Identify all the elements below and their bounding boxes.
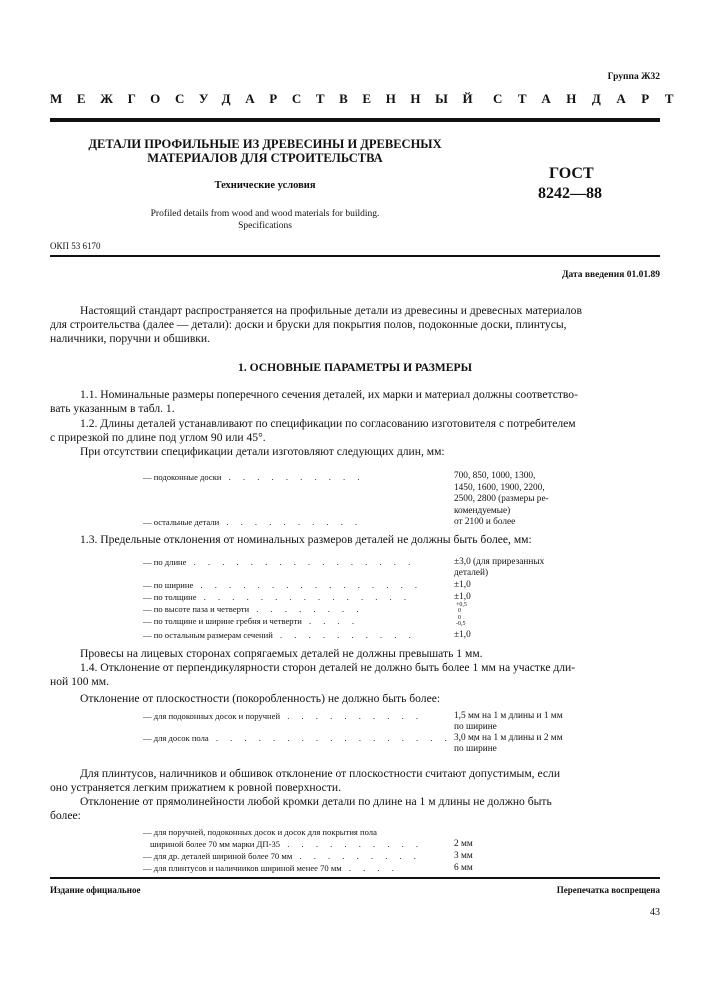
footer-reprint: Перепечатка воспрещена: [556, 885, 660, 895]
straightness-item-1-line: — для поручней, подоконных досок и досок для покрытия пола: [143, 827, 377, 837]
paragraph-1-1: [50, 388, 660, 416]
value-line: 1,5 мм на 1 м длины и 1 мм: [454, 711, 563, 721]
lower-limit: -0,5: [456, 621, 466, 627]
length-sill-label: — подоконные доски . . . . . . . . . .: [143, 472, 365, 482]
deviation-length-value: [454, 557, 544, 579]
subtitle: Технические условия: [214, 180, 316, 191]
deviation-groove-label: — по высоте паза и четверти . . . . . . . .: [143, 604, 364, 614]
series-left: МЕЖГОСУДАРСТВЕННЫЙ: [50, 91, 488, 106]
value-line: 700, 850, 1000, 1300,: [454, 471, 536, 481]
paragraph-line: 1.4. Отклонение от перпендикулярности сторон деталей не должно быть более 1 мм на участке дли-: [80, 661, 576, 674]
paragraph-line: При отсутствии спецификации детали изготовляют следующих длин, мм:: [80, 445, 445, 458]
length-other-value: от 2100 и более: [454, 517, 516, 527]
length-other-label: — остальные детали . . . . . . . . . .: [143, 517, 363, 527]
length-sill-values: [454, 471, 549, 517]
deviation-rest-label: — по остальным размерам сечений . . . . . . . . . .: [143, 630, 416, 640]
title: [50, 137, 480, 165]
paragraph-line: 1.1. Номинальные размеры поперечного сечения деталей, их марки и материал должны соответство-: [80, 388, 578, 401]
value-line: 1450, 1600, 1900, 2200,: [454, 482, 545, 493]
value-line: 3,0 мм на 1 м длины и 2 мм: [454, 733, 563, 743]
english-title-line: Specifications: [238, 221, 292, 231]
series-right: СТАНДАРТ: [493, 91, 690, 106]
paragraph-line: Настоящий стандарт распространяется на профильные детали из древесины и древесных материалов: [80, 304, 582, 317]
value-line: по ширине: [454, 722, 497, 732]
gost-label: ГОСТ: [549, 165, 594, 182]
upper-limit: +0,5: [456, 602, 467, 608]
paragraph-line: более:: [50, 809, 81, 822]
flatness-item-sill-label: — для подоконных досок и поручней . . . . . . . . . .: [143, 711, 424, 721]
flatness-item-sill-value: [454, 711, 563, 733]
paragraph-line: Для плинтусов, наличников и обшивок отклонение от плоскостности считают допустимым, если: [80, 767, 561, 780]
deviation-thickness-value: ±1,0: [454, 592, 471, 602]
paragraph-line: наличники, поручни и обшивки.: [50, 332, 211, 345]
straightness-item-1-label: шириной более 70 мм марки ДП-35 . . . . . . . . . .: [150, 839, 424, 849]
upper-limit: 0: [458, 615, 461, 621]
intro-paragraph: [50, 304, 660, 346]
deviation-ridge-label: — по толщине и ширине гребня и четверти . . . .: [143, 616, 359, 626]
footer-rule: [50, 877, 660, 879]
straightness-item-2-value: 3 мм: [454, 851, 473, 861]
header-rule: [50, 118, 660, 122]
flatness-item-floor-value: [454, 733, 563, 755]
value-line: деталей): [454, 568, 489, 578]
footer-official: Издание официальное: [50, 885, 141, 895]
lower-limit: 0: [458, 608, 461, 614]
paragraph-line: ной 100 мм.: [50, 675, 109, 688]
paragraph-line: Отклонение от прямолинейности любой кромки детали по длине на 1 м длины не должно быть: [80, 795, 552, 808]
paragraph-line: Отклонение от плоскостности (покоробленность) не должно быть более:: [80, 692, 441, 705]
straightness-item-1-value: 2 мм: [454, 839, 473, 849]
paragraph-line: с прирезкой по длине под углом 90 или 45°.: [50, 431, 266, 444]
group-code: Группа Ж32: [607, 72, 660, 82]
straightness-item-3-value: 6 мм: [454, 863, 473, 873]
deviation-groove-value: [456, 602, 467, 614]
intro-date: Дата введения 01.01.89: [561, 270, 660, 280]
deviation-length-label: — по длине . . . . . . . . . . . . . . . .: [143, 557, 416, 567]
english-title: [50, 208, 480, 232]
deviation-width-label: — по ширине . . . . . . . . . . . . . . . .: [143, 580, 423, 590]
straightness-item-2-label: — для др. деталей шириной более 70 мм . . . . . . . . .: [143, 851, 421, 861]
value-line: 2500, 2800 (размеры ре-: [454, 494, 549, 504]
paragraph-line: вать указанным в табл. 1.: [50, 402, 175, 415]
section-title: 1. ОСНОВНЫЕ ПАРАМЕТРЫ И РАЗМЕРЫ: [238, 361, 472, 374]
paragraph-1-3: 1.3. Предельные отклонения от номинальных размеров деталей не должны быть более, мм:: [80, 533, 532, 546]
paragraph-line: оно устраняется легким прижатием к ровной поверхности.: [50, 781, 341, 794]
paragraph-line: для строительства (далее — детали): доски и бруски для покрытия полов, подоконные доски, плинтусы,: [50, 318, 567, 331]
okp-code: ОКП 53 6170: [50, 241, 101, 251]
title-line: ДЕТАЛИ ПРОФИЛЬНЫЕ ИЗ ДРЕВЕСИНЫ И ДРЕВЕСНЫХ: [88, 137, 442, 151]
deviation-rest-value: ±1,0: [454, 630, 471, 640]
value-line: ±3,0 (для прирезанных: [454, 557, 545, 567]
title-line: МАТЕРИАЛОВ ДЛЯ СТРОИТЕЛЬСТВА: [147, 151, 383, 165]
paragraph-line: 1.2. Длины деталей устанавливают по спецификации по согласованию изготовителя с потребителем: [80, 417, 576, 430]
title-rule: [50, 255, 660, 257]
deviation-thickness-label: — по толщине . . . . . . . . . . . . . . .: [143, 592, 411, 602]
gost-number: 8242—88: [538, 185, 602, 202]
deviation-ridge-value: [456, 615, 466, 627]
paragraph-1-4: [50, 661, 660, 706]
straightness-item-3-label: — для плинтусов и наличников шириной менее 70 мм . . . .: [143, 863, 399, 873]
deviation-width-value: ±1,0: [454, 580, 471, 590]
paragraph-plinth: [50, 767, 660, 823]
english-title-line: Profiled details from wood and wood materials for building.: [150, 209, 380, 219]
value-line: по ширине: [454, 744, 497, 754]
page-number: 43: [650, 907, 660, 918]
value-line: комендуемые): [454, 505, 511, 516]
flatness-item-floor-label: — для досок пола . . . . . . . . . . . . . . . . . . .: [143, 733, 481, 743]
paragraph-1-2: [50, 417, 660, 459]
paragraph-sag: Провесы на лицевых сторонах сопрягаемых деталей не должны превышать 1 мм.: [80, 647, 483, 660]
